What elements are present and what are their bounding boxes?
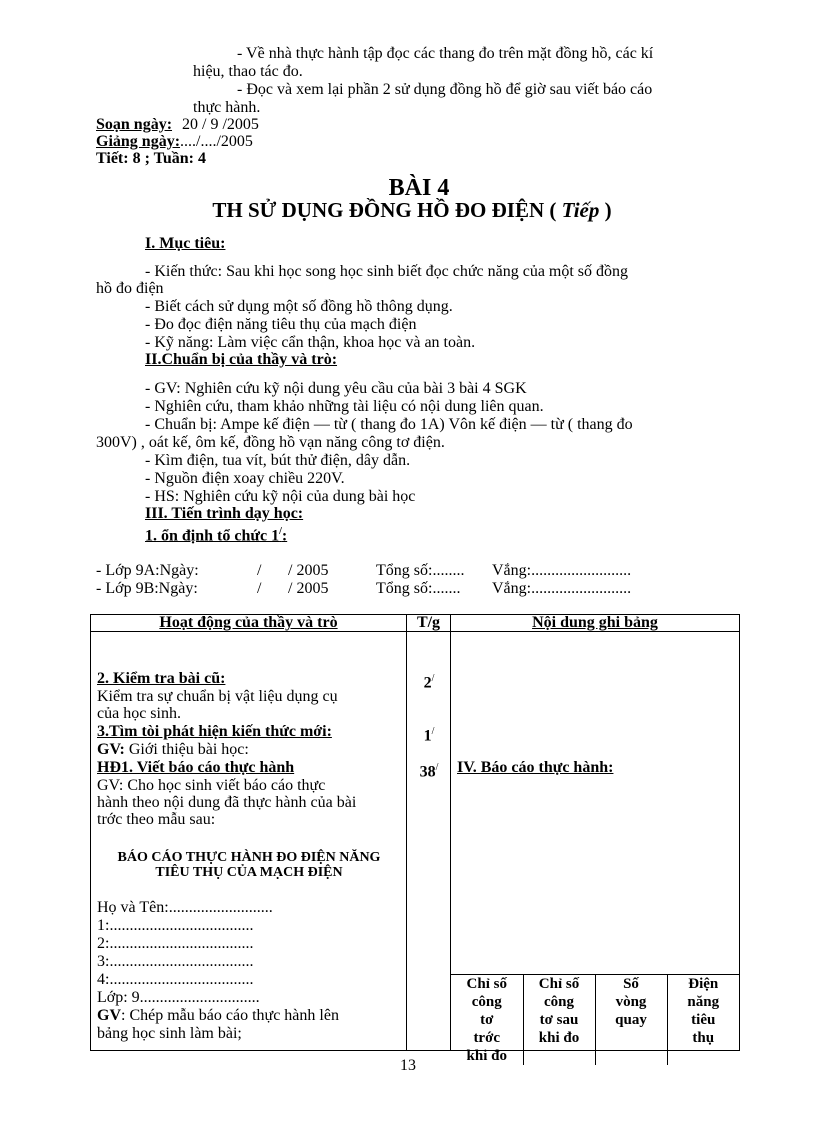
- gv-chep-mau: [97, 1007, 339, 1024]
- lesson-title-close: ): [604, 198, 612, 222]
- class-row-9a-vang: Vắng:.........................: [492, 562, 632, 579]
- kiem-tra-title: 2. Kiểm tra bài cũ:: [97, 670, 226, 687]
- class-row-9a-slash: /: [257, 562, 262, 579]
- lesson-title: [0, 198, 816, 222]
- soan-label: Soạn ngày:: [96, 116, 173, 133]
- section-chuan-bi: II.Chuẩn bị của thầy và trò:: [145, 351, 338, 368]
- chuan-bi-item: - Kìm điện, tua vít, bút thử điện, dây dẫn.: [145, 452, 411, 469]
- gv-instruction-line: hành theo nội dung đã thực hành của bài: [97, 794, 357, 811]
- col-chi-so-truoc: Chỉ số công tơ trớc khi đo: [451, 975, 523, 1066]
- intro-line-1: - Về nhà thực hành tập đọc các thang đo trên mặt đồng hồ, các kí: [237, 45, 654, 62]
- on-dinh-to-chuc: [145, 523, 287, 545]
- class-row-9b-vang: Vắng:.........................: [492, 580, 632, 597]
- header-noi-dung: Nội dung ghi bảng: [451, 615, 740, 632]
- class-row-9b-year: / 2005: [288, 580, 329, 597]
- lesson-title-tiep: Tiếp: [561, 198, 600, 222]
- on-dinh-text: 1. ổn định tổ chức 1: [145, 527, 280, 545]
- muc-tieu-item: hồ đo điện: [96, 280, 164, 297]
- muc-tieu-item: - Kỹ năng: Làm việc cẩn thận, khoa học và an toàn.: [145, 334, 476, 351]
- class-row-9b-tongso: Tổng số:.......: [376, 580, 461, 597]
- gv-gioi-thieu: [97, 741, 249, 758]
- gv-chep-mau-2: bảng học sinh làm bài;: [97, 1025, 242, 1042]
- giang-label: Giảng ngày:: [96, 133, 181, 150]
- time-tim-toi: 1/: [423, 726, 435, 745]
- report-table: [451, 974, 739, 1065]
- class-row-9a-lop: - Lớp 9A:Ngày:: [96, 562, 199, 579]
- soan-ngay: [96, 116, 259, 134]
- member-field-2: 2:....................................: [97, 935, 254, 952]
- chuan-bi-item: - Nghiên cứu, tham khảo những tài liệu có nội dung liên quan.: [145, 398, 544, 415]
- member-field-3: 3:....................................: [97, 953, 254, 970]
- col-so-vong-quay: Số vòng quay: [595, 975, 667, 1066]
- intro-line-4: thực hành.: [193, 99, 261, 116]
- chuan-bi-item: - Chuẩn bị: Ampe kế điện — từ ( thang đo 1A) Vôn kế điện — từ ( thang đo: [145, 416, 633, 433]
- on-dinh-sup: /: [279, 526, 282, 537]
- class-row-9b-lop: - Lớp 9B:Ngày:: [96, 580, 198, 597]
- content-cell: [451, 632, 740, 1064]
- col-chi-so-sau: Chỉ số công tơ sau khi đo: [523, 975, 595, 1066]
- muc-tieu-item: - Kiến thức: Sau khi học song học sinh biết đọc chức năng của một số đồng: [145, 263, 629, 280]
- giang-ngay: [96, 133, 253, 151]
- lesson-number-text: BÀI 4: [388, 175, 450, 201]
- bao-cao-header: IV. Báo cáo thực hành:: [457, 759, 614, 776]
- class-row-9a-year: / 2005: [288, 562, 329, 579]
- table-header-row: [91, 615, 740, 632]
- lesson-title-text: TH SỬ DỤNG ĐỒNG HỒ ĐO ĐIỆN (: [212, 198, 557, 222]
- page-number: 13: [400, 1057, 416, 1074]
- bao-cao-title-2: TIÊU THỤ CỦA MẠCH ĐIỆN: [155, 865, 343, 880]
- time-hd1: 38/: [419, 762, 439, 781]
- chuan-bi-item: 300V) , oát kế, ôm kế, đồng hồ vạn năng công tơ điện.: [96, 434, 445, 451]
- gv-label: GV:: [97, 741, 125, 758]
- gv3-label: GV: [97, 1007, 121, 1024]
- chuan-bi-item: - Nguồn điện xoay chiều 220V.: [145, 470, 345, 487]
- lop-field: Lớp: 9..............................: [97, 989, 260, 1006]
- tim-toi-title: 3.Tìm tòi phát hiện kiến thức mới:: [97, 723, 332, 740]
- giang-value: ..../..../2005: [180, 133, 253, 150]
- section-muc-tieu: I. Mục tiêu:: [145, 235, 226, 252]
- gv3-text: : Chép mẫu báo cáo thực hành lên: [121, 1007, 339, 1024]
- chuan-bi-item: - GV: Nghiên cứu kỹ nội dung yêu cầu của bài 3 bài 4 SGK: [145, 380, 527, 397]
- table-body-row: [91, 632, 740, 1051]
- intro-line-2: hiệu, thao tác đo.: [193, 63, 303, 80]
- hd1-title: HĐ1. Viết báo cáo thực hành: [97, 759, 295, 776]
- intro-line-3: - Đọc và xem lại phần 2 sử dụng đồng hồ để giờ sau viết báo cáo: [237, 81, 653, 98]
- activities-cell: [91, 632, 407, 1051]
- member-field-4: 4:....................................: [97, 971, 254, 988]
- time-cell: [407, 632, 451, 1051]
- class-row-9b-slash: /: [257, 580, 262, 597]
- header-hoat-dong: Hoạt động của thầy và trò: [91, 615, 407, 632]
- section-tien-trinh: III. Tiến trình dạy học:: [145, 505, 304, 522]
- kiem-tra-line: Kiểm tra sự chuẩn bị vật liệu dụng cụ: [97, 688, 338, 705]
- time-kiem-tra: 2/: [423, 673, 435, 692]
- header-tg: T/g: [407, 615, 451, 632]
- ho-ten-field: Họ và Tên:..........................: [97, 899, 273, 916]
- gv-instruction-line: GV: Cho học sinh viết báo cáo thực: [97, 777, 326, 794]
- soan-value: 20 / 9 /2005: [182, 116, 259, 133]
- member-field-1: 1:....................................: [97, 917, 254, 934]
- class-row-9a-tongso: Tổng số:........: [376, 562, 465, 579]
- col-dien-nang: Điện năng tiêu thụ: [667, 975, 739, 1066]
- bao-cao-title-1: BÁO CÁO THỰC HÀNH ĐO ĐIỆN NĂNG: [117, 850, 381, 865]
- tiet-tuan: Tiết: 8 ; Tuần: 4: [96, 150, 206, 167]
- gv-text: Giới thiệu bài học:: [124, 741, 249, 758]
- on-dinh-tail: :: [281, 527, 288, 545]
- kiem-tra-line: của học sinh.: [97, 705, 181, 722]
- muc-tieu-item: - Đo đọc điện năng tiêu thụ của mạch điện: [145, 316, 417, 333]
- lesson-table: [90, 614, 740, 1064]
- chuan-bi-item: - HS: Nghiên cứu kỹ nội của dung bài học: [145, 488, 416, 505]
- muc-tieu-item: - Biết cách sử dụng một số đồng hồ thông dụng.: [145, 298, 453, 315]
- gv-instruction-line: trớc theo mẫu sau:: [97, 811, 216, 828]
